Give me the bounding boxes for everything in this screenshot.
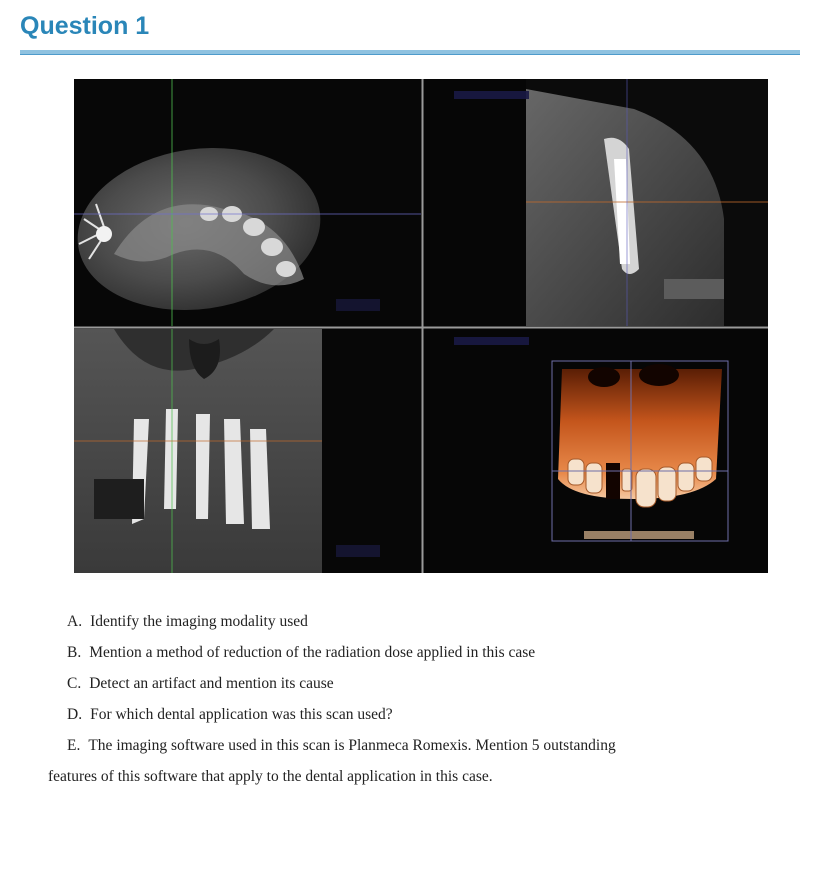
question-text: Identify the imaging modality used	[90, 613, 308, 630]
sagittal-view	[424, 79, 768, 326]
question-e	[48, 730, 808, 761]
title-divider	[20, 50, 800, 55]
question-text: Mention a method of reduction of the radiation dose applied in this case	[89, 644, 536, 661]
question-letter: E.	[67, 737, 81, 754]
question-letter: A.	[67, 613, 83, 630]
question-a	[48, 606, 808, 637]
question-list	[48, 606, 808, 792]
question-letter: D.	[67, 706, 83, 723]
3d-rendering	[424, 329, 768, 573]
question-text: Detect an artifact and mention its cause	[89, 675, 334, 692]
question-c	[48, 668, 808, 699]
question-text: For which dental application was this scan used?	[90, 706, 393, 723]
question-e-continuation: features of this software that apply to the dental application in this case.	[48, 768, 493, 785]
question-d	[48, 699, 808, 730]
coronal-view	[74, 329, 421, 573]
question-title: Question 1	[20, 12, 150, 40]
question-text: The imaging software used in this scan is Planmeca Romexis. Mention 5 outstanding	[88, 737, 616, 754]
question-letter: B.	[67, 644, 82, 661]
axial-view	[74, 79, 421, 326]
cbct-figure	[74, 79, 768, 573]
question-b	[48, 637, 808, 668]
question-letter: C.	[67, 675, 82, 692]
